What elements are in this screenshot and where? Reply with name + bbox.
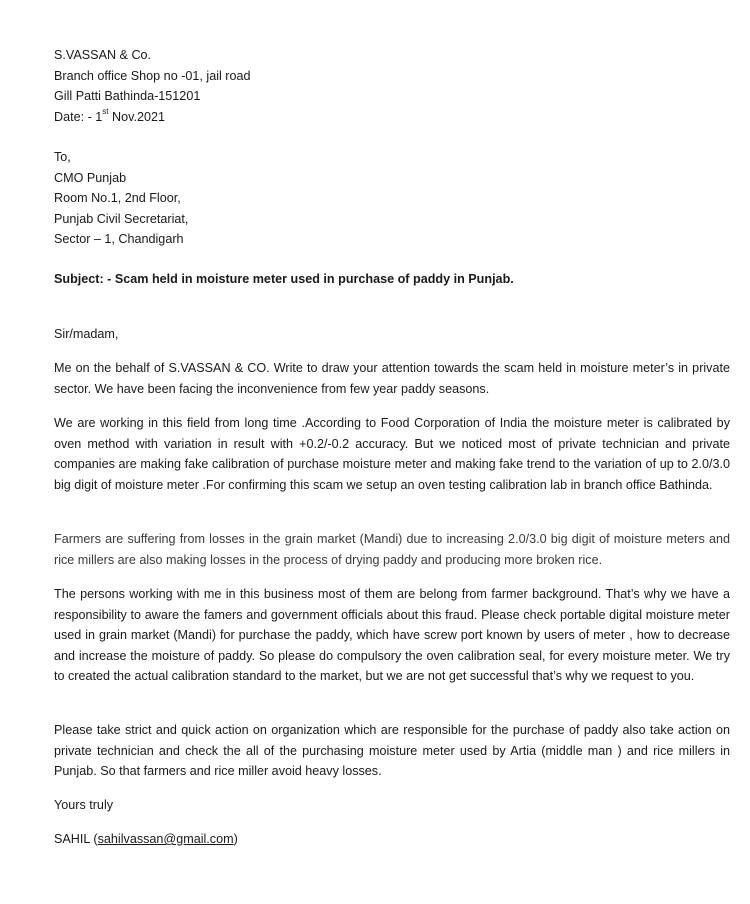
salutation: Sir/madam, <box>54 327 119 341</box>
recipient-room: Room No.1, 2nd Floor, <box>54 191 181 205</box>
paragraph-3: Farmers are suffering from losses in the grain market (Mandi) due to increasing 2.0/3.0 big digit of moisture meters and rice millers are also making losses in the process of drying paddy and producing more broken rice. <box>54 532 730 567</box>
recipient-title: CMO Punjab <box>54 170 127 185</box>
date-prefix: Date: - 1 <box>54 109 103 124</box>
signature-end: ) <box>233 832 238 846</box>
paragraph-1: Me on the behalf of S.VASSAN & CO. Write to draw your attention towards the scam held in moisture meter’s in private sector. We have been facing the inconvenience from few year paddy seasons. <box>54 361 730 396</box>
sender-address <box>54 45 730 127</box>
letter-date <box>54 107 730 128</box>
sender-company: S.VASSAN & Co. <box>54 48 152 62</box>
signature <box>54 829 730 850</box>
paragraph-5: Please take strict and quick action on organization which are responsible for the purchase of paddy also take action on private technician and check the all of the purchasing moisture meter used by Artia (middle man ) and rice millers in Punjab. So that farmers and rice miller avoid heavy losses. <box>54 723 730 778</box>
recipient-city: Sector – 1, Chandigarh <box>54 232 184 246</box>
recipient-address <box>54 147 730 250</box>
closing: Yours truly <box>54 798 114 812</box>
sender-street: Branch office Shop no -01, jail road <box>54 68 251 83</box>
recipient-building: Punjab Civil Secretariat, <box>54 211 189 226</box>
subject-line: Subject: - Scam held in moisture meter used in purchase of paddy in Punjab. <box>54 272 514 286</box>
sender-city: Gill Patti Bathinda-151201 <box>54 89 201 103</box>
paragraph-4: The persons working with me in this business most of them are belong from farmer background. That’s why we have a responsibility to aware the famers and government officials about this fraud. Please check portable digital moisture meter used in grain market (Mandi) for purchase the paddy, which have screw port known by users of meter , how to decrease and increase the moisture of paddy. So please do compulsory the oven calibration seal, for every moisture meter. We try to created the actual calibration standard to the market, but we are not get successful that’s why we request to you. <box>54 587 730 683</box>
recipient-to: To, <box>54 150 71 164</box>
signature-name: SAHIL ( <box>54 832 98 846</box>
signature-email[interactable]: sahilvassan@gmail.com <box>97 832 234 846</box>
paragraph-2: We are working in this field from long time .According to Food Corporation of India the moisture meter is calibrated by oven method with variation in result with +0.2/-0.2 accuracy. But we noticed most of private technician and private companies are making fake calibration of purchase moisture meter and making fake trend to the variation of up to 2.0/3.0 big digit of moisture meter .For confirming this scam we setup an oven testing calibration lab in branch office Bathinda. <box>54 416 730 492</box>
date-suffix: Nov.2021 <box>108 109 166 124</box>
date-sup: st <box>102 107 109 117</box>
